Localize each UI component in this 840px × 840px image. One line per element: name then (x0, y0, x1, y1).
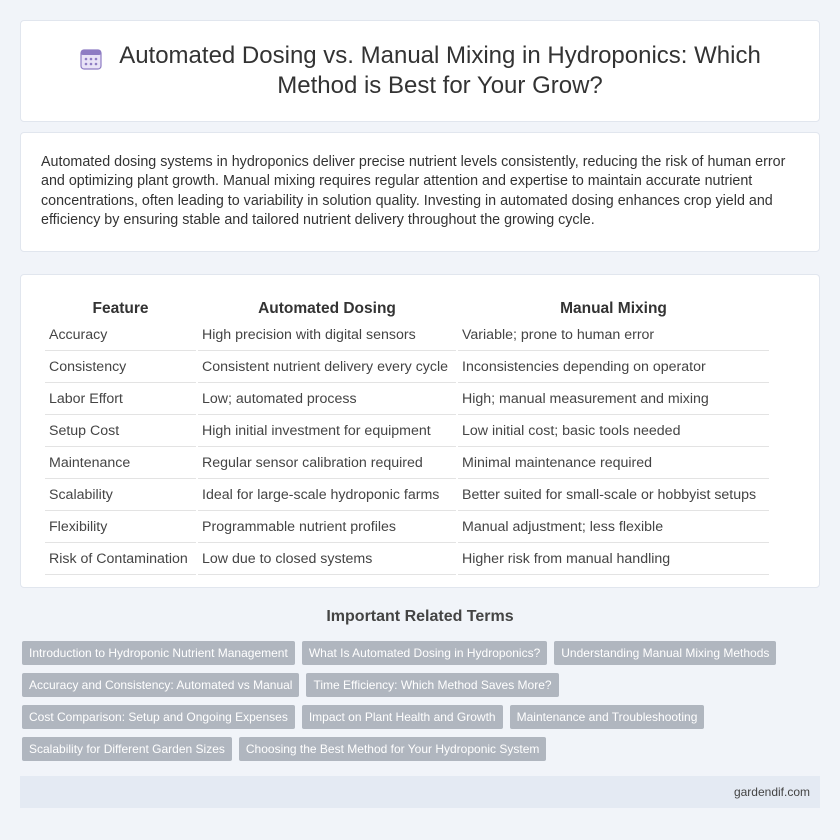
feature-cell: Consistency (45, 353, 196, 383)
footer-site-link[interactable]: gardendif.com (733, 785, 810, 799)
feature-cell: Risk of Contamination (45, 545, 196, 575)
table-row (45, 449, 769, 479)
table-row (45, 321, 769, 351)
feature-cell: Flexibility (45, 513, 196, 543)
automated-cell: Consistent nutrient delivery every cycle (198, 353, 456, 383)
feature-cell: Setup Cost (45, 417, 196, 447)
automated-cell: Low due to closed systems (198, 545, 456, 575)
feature-cell: Maintenance (45, 449, 196, 479)
related-term-tag[interactable]: Understanding Manual Mixing Methods (554, 641, 776, 665)
comparison-table (43, 297, 771, 577)
manual-cell: Inconsistencies depending on operator (458, 353, 769, 383)
related-term-tag[interactable]: Scalability for Different Garden Sizes (22, 737, 232, 761)
footer (20, 776, 820, 808)
automated-cell: Low; automated process (198, 385, 456, 415)
related-terms-title: Important Related Terms (326, 608, 514, 625)
header-manual-mixing: Manual Mixing (560, 300, 667, 317)
related-term-tag[interactable]: Cost Comparison: Setup and Ongoing Expenses (22, 705, 295, 729)
table-row (45, 545, 769, 575)
related-term-tag[interactable]: Accuracy and Consistency: Automated vs Manual (22, 673, 299, 697)
feature-cell: Accuracy (45, 321, 196, 351)
manual-cell: Higher risk from manual handling (458, 545, 769, 575)
manual-cell: High; manual measurement and mixing (458, 385, 769, 415)
page-title: Automated Dosing vs. Manual Mixing in Hydroponics: Which Method is Best for Your Grow? (119, 42, 761, 99)
related-term-tag[interactable]: Time Efficiency: Which Method Saves More? (306, 673, 558, 697)
related-term-tag[interactable]: Choosing the Best Method for Your Hydroponic System (239, 737, 547, 761)
table-row (45, 513, 769, 543)
manual-cell: Better suited for small-scale or hobbyist setups (458, 481, 769, 511)
table-header-row (45, 299, 769, 319)
table-row (45, 417, 769, 447)
automated-cell: High precision with digital sensors (198, 321, 456, 351)
table-row (45, 353, 769, 383)
automated-cell: High initial investment for equipment (198, 417, 456, 447)
related-terms-list (22, 641, 812, 761)
header-automated-dosing: Automated Dosing (258, 300, 396, 317)
feature-cell: Labor Effort (45, 385, 196, 415)
intro-card (20, 132, 820, 252)
automated-cell: Programmable nutrient profiles (198, 513, 456, 543)
table-row (45, 385, 769, 415)
intro-paragraph: Automated dosing systems in hydroponics deliver precise nutrient levels consistently, reducing the risk of human error and optimizing plant growth. Manual mixing requires regular attention and expertise to maintain accurate nutrient concentrations, often leading to variability in solution quality. Investing in automated dosing enhances crop yield and efficiency by ensuring stable and tailored nutrient delivery throughout the growing cycle. (41, 154, 786, 228)
comparison-card (20, 274, 820, 588)
manual-cell: Variable; prone to human error (458, 321, 769, 351)
automated-cell: Ideal for large-scale hydroponic farms (198, 481, 456, 511)
feature-cell: Scalability (45, 481, 196, 511)
manual-cell: Low initial cost; basic tools needed (458, 417, 769, 447)
related-term-tag[interactable]: Impact on Plant Health and Growth (302, 705, 503, 729)
related-term-tag[interactable]: Introduction to Hydroponic Nutrient Management (22, 641, 295, 665)
header-card (20, 20, 820, 122)
table-row (45, 481, 769, 511)
manual-cell: Minimal maintenance required (458, 449, 769, 479)
related-term-tag[interactable]: Maintenance and Troubleshooting (510, 705, 705, 729)
automated-cell: Regular sensor calibration required (198, 449, 456, 479)
manual-cell: Manual adjustment; less flexible (458, 513, 769, 543)
header-feature: Feature (92, 300, 149, 317)
related-term-tag[interactable]: What Is Automated Dosing in Hydroponics? (302, 641, 547, 665)
